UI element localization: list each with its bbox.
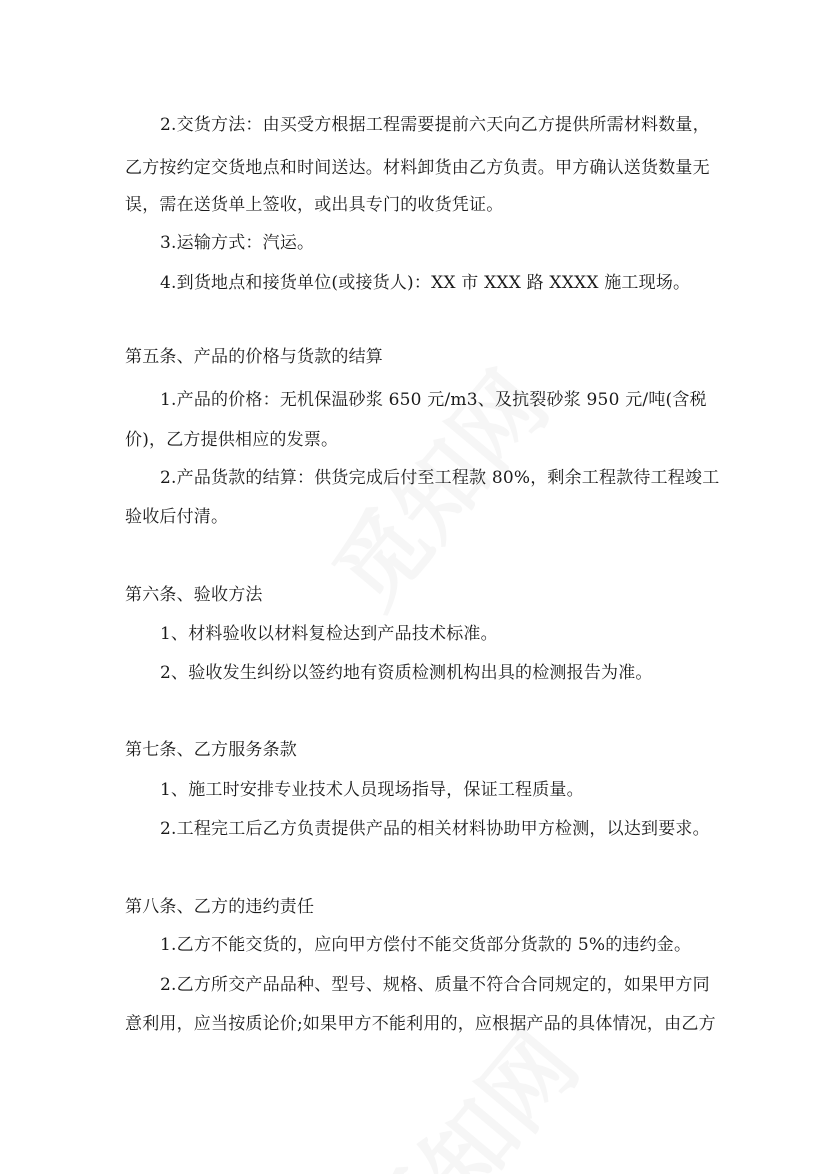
section-heading: 第六条、验收方法 xyxy=(125,585,263,605)
paragraph-line: 验收后付清。 xyxy=(125,507,229,527)
paragraph-line: 1、材料验收以材料复检达到产品技术标准。 xyxy=(160,624,498,644)
paragraph-line: 误，需在送货单上签收，或出具专门的收货凭证。 xyxy=(125,195,504,215)
paragraph-line: 乙方按约定交货地点和时间送达。材料卸货由乙方负责。甲方确认送货数量无 xyxy=(125,158,710,178)
paragraph-line: 2.工程完工后乙方负责提供产品的相关材料协助甲方检测，以达到要求。 xyxy=(160,819,710,839)
section-heading: 第七条、乙方服务条款 xyxy=(125,740,297,760)
paragraph-line: 2.产品货款的结算：供货完成后付至工程款 80%，剩余工程款待工程竣工 xyxy=(160,468,720,488)
paragraph-line: 2、验收发生纠纷以签约地有资质检测机构出具的检测报告为准。 xyxy=(160,663,653,683)
section-heading: 第八条、乙方的违约责任 xyxy=(125,897,315,917)
paragraph-line: 2.交货方法：由买受方根据工程需要提前六天向乙方提供所需材料数量， xyxy=(160,115,710,135)
paragraph-line: 价)，乙方提供相应的发票。 xyxy=(125,430,339,450)
paragraph-line: 1.产品的价格：无机保温砂浆 650 元/m3、及抗裂砂浆 950 元/吨(含税 xyxy=(160,390,707,410)
paragraph-line: 1.乙方不能交货的，应向甲方偿付不能交货部分货款的 5%的违约金。 xyxy=(160,935,692,955)
paragraph-line: 意利用，应当按质论价;如果甲方不能利用的，应根据产品的具体情况，由乙方 xyxy=(125,1014,716,1034)
paragraph-line: 3.运输方式：汽运。 xyxy=(160,233,315,253)
paragraph-line: 2.乙方所交产品品种、型号、规格、质量不符合合同规定的，如果甲方同 xyxy=(160,975,710,995)
paragraph-line: 1、施工时安排专业技术人员现场指导，保证工程质量。 xyxy=(160,780,584,800)
paragraph-line: 4.到货地点和接货单位(或接货人)：XX 市 XXX 路 XXXX 施工现场。 xyxy=(160,273,691,293)
section-heading: 第五条、产品的价格与货款的结算 xyxy=(125,347,383,367)
